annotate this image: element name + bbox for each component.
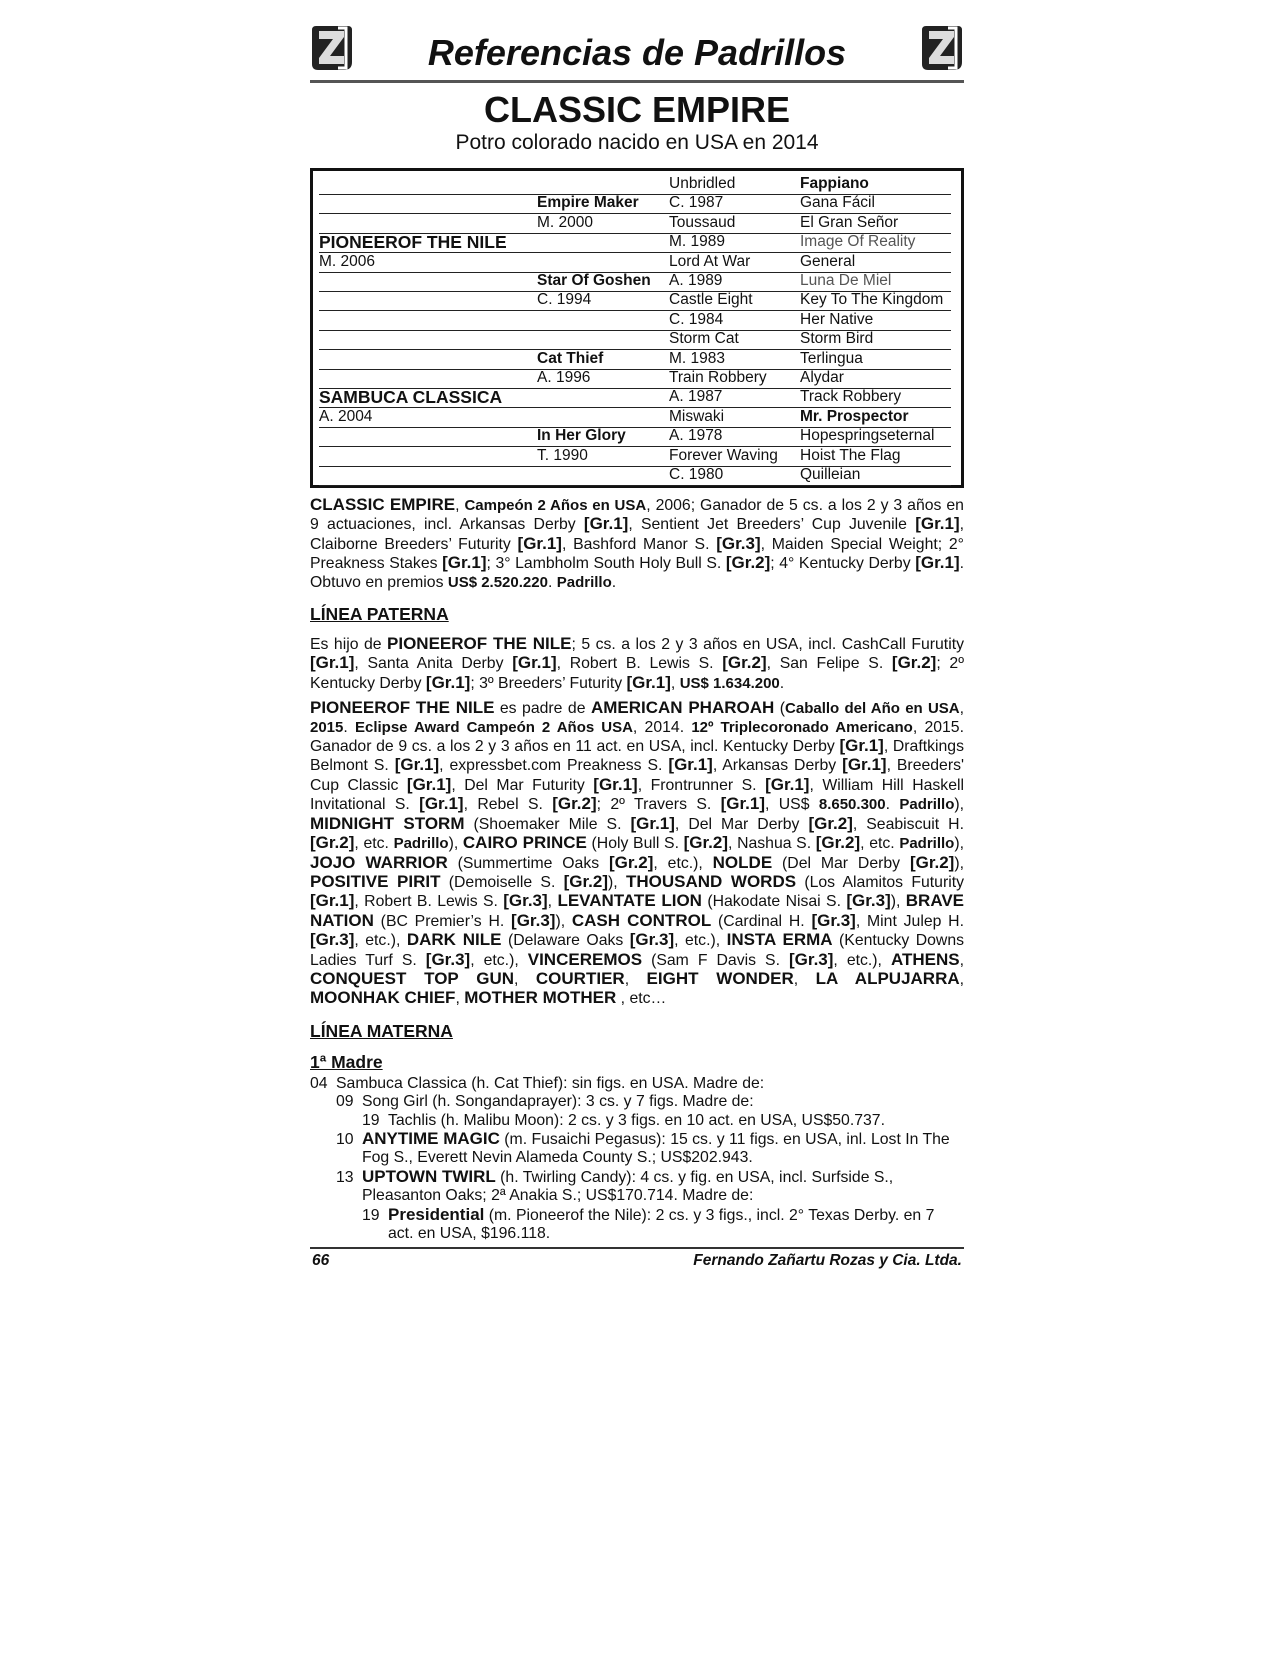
pedigree-cell: Storm Cat [669, 330, 739, 348]
text: , Maiden Special Weight; 2° Preakness Stakes [310, 535, 964, 573]
pedigree-cell: Fappiano [800, 175, 869, 192]
pedigree-cell: M. 2006 [319, 252, 376, 270]
pedigree-cell: Storm Bird [800, 330, 874, 348]
text: , etc.), [674, 932, 727, 950]
page-title: Referencias de Padrillos [427, 32, 847, 73]
pedigree-cell: PIONEEROF THE NILE [319, 232, 507, 253]
brand-logo-icon [920, 24, 964, 72]
section-heading-materna: LÍNEA MATERNA [310, 1020, 453, 1041]
text: , Del Mar Futurity [451, 776, 594, 794]
grade-tag: [Gr.2] [815, 833, 861, 853]
progeny-name: CONQUEST TOP GUN [310, 968, 515, 988]
text: , Robert B. Lewis S. [354, 893, 504, 911]
text: , Breeders' Cup Classic [310, 757, 965, 794]
pedigree-row [319, 175, 951, 195]
pedigree-row [319, 214, 951, 234]
grade-tag: [Gr.3] [310, 930, 355, 950]
text: ), [608, 873, 626, 891]
text: , Draftkings Belmont S. [310, 738, 964, 775]
pedigree-cell: C. 1984 [669, 310, 724, 328]
grade-tag: [Gr.1] [630, 813, 675, 833]
entry-text: Tachlis (h. Malibu Moon): 2 cs. y 3 figs. en 10 act. en USA, US$50.737. [388, 1111, 885, 1129]
horse-name-inline: CLASSIC EMPIRE [310, 495, 456, 514]
entry-year: 04 [310, 1074, 328, 1092]
progeny-name: POSITIVE PIRIT [310, 871, 441, 891]
progeny-name: DARK NILE [406, 930, 502, 950]
grade-tag: [Gr.2] [552, 794, 597, 814]
grade-tag: [Gr.3] [811, 910, 856, 930]
progeny-name: MIDNIGHT STORM [310, 813, 465, 833]
pedigree-cell: Empire Maker [537, 194, 639, 212]
family-entry [310, 1130, 964, 1168]
text: , Rebel S. [463, 796, 553, 814]
text: , etc. [354, 835, 394, 853]
pedigree-row [319, 330, 951, 350]
grade-tag: [Gr.1] [442, 553, 487, 573]
family-entry [310, 1093, 964, 1111]
text: , 2014. [632, 718, 692, 736]
award-title: Eclipse Award Campeón 2 Años USA [355, 718, 633, 736]
text: , [624, 970, 647, 988]
header-divider [310, 80, 964, 83]
pedigree-cell: Luna De Miel [800, 272, 892, 289]
grade-tag: [Gr.1] [842, 755, 887, 775]
grade-tag: [Gr.1] [765, 774, 810, 794]
family-entry [310, 1168, 964, 1206]
text: , etc.), [833, 951, 891, 969]
progeny-name: UPTOWN TWIRL [362, 1166, 496, 1186]
grade-tag: [Gr.1] [425, 672, 471, 692]
progeny-name: THOUSAND WORDS [625, 871, 797, 891]
text: , William Hill Haskell Invitational S. [310, 776, 964, 814]
progeny-name: LA ALPUJARRA [815, 968, 960, 988]
text: (Holy Bull S. [586, 835, 684, 853]
pedigree-cell: El Gran Señor [800, 213, 899, 231]
entry-year: 19 [362, 1206, 380, 1224]
text: , Claiborne Breeders’ Futurity [310, 516, 964, 553]
text: , etc.), [470, 951, 528, 969]
earnings: US$ 2.520.220 [447, 573, 548, 591]
grade-tag: [Gr.1] [512, 653, 557, 673]
entry-year: 09 [336, 1093, 354, 1111]
text: ( [774, 700, 786, 718]
pedigree-cell: M. 2000 [537, 213, 594, 231]
company-name: Fernando Zañartu Rozas y Cia. Ltda. [693, 1252, 962, 1269]
grade-tag: [Gr.3] [503, 891, 548, 911]
female-family [310, 1075, 964, 1244]
progeny-name: VINCEREMOS [527, 949, 643, 969]
pedigree-cell: Key To The Kingdom [800, 291, 944, 309]
text: , 2006; Ganador de 5 cs. a los 2 y 3 años en 9 actuaciones, incl. Arkansas Derby [310, 497, 964, 534]
pedigree-cell: Terlingua [800, 349, 863, 367]
text: . [611, 573, 617, 591]
entry-text: Song Girl (h. Songandaprayer): 3 cs. y 7 figs. Madre de: [362, 1093, 754, 1111]
pedigree-row [319, 291, 951, 311]
text: (Kentucky Downs Ladies Turf S. [310, 932, 965, 969]
text: ; 3° Lambholm South Holy Bull S. [486, 555, 726, 573]
text: (BC Premier’s H. [373, 912, 512, 930]
pedigree-row [319, 253, 951, 273]
text: , Santa Anita Derby [354, 655, 513, 673]
pedigree-cell: Forever Waving [669, 446, 778, 464]
grade-tag: [Gr.1] [626, 672, 671, 692]
grade-tag: [Gr.2] [563, 871, 609, 891]
progeny-name: MOONHAK CHIEF [310, 988, 456, 1008]
pedigree-table [310, 168, 964, 488]
pedigree-cell: Track Robbery [800, 388, 902, 406]
text: . [779, 674, 785, 692]
grade-tag: [Gr.2] [609, 852, 654, 872]
pedigree-cell: C. 1987 [669, 194, 724, 212]
grade-tag: [Gr.3] [511, 910, 556, 930]
pedigree-row [319, 427, 951, 447]
pedigree-cell: Lord At War [669, 252, 751, 270]
pedigree-cell: Hopespringseternal [800, 427, 935, 445]
first-dam-heading: 1ª Madre [310, 1051, 383, 1072]
entry-year: 10 [336, 1130, 354, 1148]
text: , Mint Julep H. [855, 912, 964, 930]
text: ), [555, 912, 572, 930]
grade-tag: [Gr.2] [725, 553, 771, 573]
text: , Nashua S. [728, 835, 816, 853]
grade-tag: [Gr.1] [517, 533, 562, 553]
pedigree-row [319, 350, 951, 370]
family-entry [310, 1206, 964, 1244]
text: , etc. [860, 835, 900, 853]
text: , Del Mar Derby [674, 815, 809, 833]
grade-tag: [Gr.1] [406, 774, 452, 794]
text: , [455, 990, 465, 1008]
earnings: 8.650.300 [818, 796, 886, 814]
progeny-name: LEVANTATE LION [557, 891, 702, 911]
grade-tag: [Gr.2] [808, 813, 853, 833]
text: ; 4° Kentucky Derby [770, 555, 916, 573]
award-title: Caballo del Año en USA [785, 700, 960, 718]
pedigree-row [319, 466, 951, 486]
grade-tag: [Gr.2] [310, 833, 355, 853]
pedigree-row [319, 194, 951, 214]
text: ), [954, 854, 964, 872]
progeny-name: COURTIER [535, 968, 625, 988]
text: , [547, 893, 558, 911]
pedigree-cell: Gana Fácil [800, 194, 875, 212]
pedigree-row [319, 311, 951, 331]
champion-title: Campeón 2 Años en USA [464, 497, 647, 514]
progeny-name: NOLDE [712, 852, 773, 872]
text: (Hakodate Nisai S. [701, 893, 847, 911]
pedigree-cell: A. 1987 [669, 388, 723, 406]
entry-text: (m. Fusaichi Pegasus): 15 cs. y 11 figs. en USA, inl. Lost In The Fog S., Everett Nevin Alameda County S.; US$202.943. [362, 1130, 950, 1167]
text: ; 2º Travers S. [596, 796, 721, 814]
pedigree-cell: A. 1978 [669, 427, 723, 445]
pedigree-row [319, 369, 951, 389]
stud-label: Padrillo [899, 835, 955, 853]
pedigree-row [319, 233, 951, 253]
pedigree-cell: Quilleian [800, 466, 861, 483]
progeny-name: ANYTIME MAGIC [362, 1128, 500, 1148]
text: (Demoiselle S. [440, 873, 564, 891]
pedigree-cell: Star Of Goshen [537, 272, 651, 289]
family-entry [310, 1075, 964, 1093]
stud-label: Padrillo [393, 835, 449, 853]
pedigree-cell: Image Of Reality [800, 233, 916, 251]
pedigree-cell: M. 1989 [669, 233, 726, 251]
grade-tag: [Gr.2] [683, 833, 729, 853]
text: ), [890, 893, 906, 911]
grade-tag: [Gr.1] [839, 736, 884, 756]
pedigree-cell: A. 2004 [319, 407, 373, 425]
pedigree-cell: Toussaud [669, 213, 736, 231]
pedigree-cell: A. 1996 [537, 369, 591, 386]
sire-name: PIONEEROF THE NILE [310, 698, 495, 718]
horse-name: CLASSIC EMPIRE [483, 89, 791, 130]
pedigree-cell: Miswaki [669, 407, 725, 425]
pedigree-cell: Cat Thief [537, 349, 604, 367]
text: (Sam F Davis S. [642, 951, 790, 969]
progeny-name: BRAVE NATION [310, 891, 965, 930]
footer-divider [310, 1247, 964, 1249]
text: , expressbet.com Preakness S. [439, 757, 669, 775]
pedigree-cell: SAMBUCA CLASSICA [319, 387, 503, 408]
pedigree-row [319, 447, 951, 467]
earnings: US$ 1.634.200 [679, 674, 780, 692]
text: ), [448, 835, 463, 853]
text: , [959, 700, 965, 718]
pedigree-cell: Train Robbery [669, 369, 767, 386]
text: , Frontrunner S. [637, 776, 766, 794]
pedigree-cell: T. 1990 [537, 446, 588, 464]
text: (Los Alamitos Futurity [796, 873, 964, 891]
text: es padre de [494, 700, 591, 718]
text: (Cardinal H. [711, 912, 812, 930]
stud-label: Padrillo [899, 796, 955, 814]
text: , Sentient Jet Breeders’ Cup Juvenile [628, 516, 916, 534]
page [310, 18, 964, 1243]
progeny-name: MOTHER MOTHER [464, 988, 617, 1008]
pedigree-cell: C. 1994 [537, 291, 592, 309]
page-number: 66 [312, 1252, 330, 1269]
pedigree-cell: General [800, 252, 856, 270]
text: ; 5 cs. a los 2 y 3 años en USA, incl. CashCall Furutity [571, 636, 964, 654]
grade-tag: [Gr.3] [629, 930, 675, 950]
grade-tag: [Gr.1] [394, 755, 440, 775]
text: (Summertime Oaks [447, 854, 609, 872]
section-heading-paterna: LÍNEA PATERNA [310, 604, 449, 625]
progeny-name: Presidential [388, 1204, 485, 1224]
text: . [547, 573, 557, 591]
entry-text: Sambuca Classica (h. Cat Thief): sin figs. en USA. Madre de: [336, 1074, 765, 1092]
grade-tag: [Gr.2] [891, 653, 937, 673]
grade-tag: [Gr.1] [720, 794, 766, 814]
progeny-paragraph [310, 699, 964, 1009]
text: , etc… [616, 990, 667, 1008]
progeny-name: EIGHT WONDER [646, 968, 794, 988]
grade-tag: [Gr.1] [419, 794, 464, 814]
pedigree-cell: Her Native [800, 310, 874, 328]
progeny-name: AMERICAN PHAROAH [590, 698, 775, 718]
pedigree-cell: In Her Glory [537, 427, 626, 445]
text: (Del Mar Derby [772, 854, 910, 872]
pedigree-cell: Unbridled [669, 175, 736, 192]
page-header [310, 18, 964, 82]
text: . Obtuvo en premios [310, 555, 964, 591]
pedigree-row [319, 408, 951, 428]
grade-tag: [Gr.3] [789, 949, 834, 969]
progeny-name: ATHENS [890, 949, 960, 969]
progeny-name: CASH CONTROL [571, 910, 712, 930]
text: , etc.), [653, 854, 713, 872]
text: , US$ [765, 796, 819, 814]
text: . [885, 796, 900, 814]
entry-year: 13 [336, 1168, 354, 1186]
text: , [959, 970, 965, 988]
grade-tag: [Gr.3] [425, 949, 471, 969]
text: , [670, 674, 680, 692]
text: (Delaware Oaks [501, 932, 630, 950]
pedigree-cell: A. 1989 [669, 272, 723, 289]
text: , [514, 970, 536, 988]
pedigree-row [319, 388, 951, 408]
progeny-name: INSTA ERMA [726, 930, 833, 950]
family-entry [310, 1112, 964, 1130]
text: , etc.), [354, 932, 407, 950]
text: , 2015. Ganador de 9 cs. a los 2 y 3 años en 11 act. en USA, incl. Kentucky Derby [310, 718, 964, 756]
pedigree-cell: M. 1983 [669, 349, 726, 367]
text: , [793, 970, 816, 988]
horse-subtitle: Potro colorado nacido en USA en 2014 [455, 131, 819, 154]
text: ; 2º Kentucky Derby [310, 655, 964, 692]
pedigree-cell: Hoist The Flag [800, 446, 901, 464]
text: (Shoemaker Mile S. [464, 815, 631, 833]
sire-paragraph [310, 635, 964, 693]
grade-tag: [Gr.1] [915, 553, 960, 573]
grade-tag: [Gr.3] [716, 533, 761, 553]
sire-name: PIONEEROF THE NILE [387, 634, 572, 654]
grade-tag: [Gr.1] [668, 755, 713, 775]
grade-tag: [Gr.2] [909, 852, 955, 872]
grade-tag: [Gr.1] [310, 891, 355, 911]
stud-label: Padrillo [556, 573, 612, 591]
pedigree-cell: Mr. Prospector [800, 407, 909, 425]
grade-tag: [Gr.3] [846, 891, 891, 911]
entry-text: (m. Pioneerof the Nile): 2 cs. y 3 figs., incl. 2° Texas Derby. en 7 act. en USA, $196.118. [388, 1206, 935, 1242]
text: , Seabiscuit H. [852, 815, 964, 833]
grade-tag: [Gr.1] [593, 774, 638, 794]
text: Es hijo de [310, 636, 388, 654]
text: , Robert B. Lewis S. [556, 655, 723, 673]
grade-tag: [Gr.2] [722, 653, 767, 673]
text: ; 3º Breeders’ Futurity [470, 674, 627, 692]
text: ), [954, 835, 964, 853]
pedigree-row [319, 272, 951, 292]
grade-tag: [Gr.1] [915, 514, 960, 534]
progeny-name: JOJO WARRIOR [310, 852, 448, 872]
text: , Arkansas Derby [712, 757, 843, 775]
entry-text: (h. Twirling Candy): 4 cs. y fig. en USA, incl. Surfside S., Pleasanton Oaks; 2ª Anakia S.; US$170.714. Madre de: [362, 1168, 894, 1205]
pedigree-cell: Castle Eight [669, 291, 753, 309]
pedigree-cell: C. 1980 [669, 466, 724, 483]
grade-tag: [Gr.1] [310, 653, 355, 673]
text: ), [954, 796, 965, 814]
award-title: 12º Triplecoronado Americano [691, 718, 913, 736]
text: , Bashford Manor S. [561, 535, 717, 553]
grade-tag: [Gr.1] [583, 514, 629, 534]
text: , [959, 951, 965, 969]
pedigree-cell: Alydar [800, 369, 844, 386]
award-year: 2015 [310, 718, 344, 736]
entry-year: 19 [362, 1111, 380, 1129]
text: , San Felipe S. [766, 655, 892, 673]
progeny-name: CAIRO PRINCE [462, 833, 587, 853]
text: . [343, 718, 355, 736]
summary-paragraph: CLASSIC EMPIRE, Campeón 2 Años en USA, 2006; Ganador de 5 cs. a los 2 y 3 años en 9 actuaciones, incl. Arkansas Derby [Gr.1], Sentient Jet Breeders’ Cup Juvenile [Gr.1], Claiborne Breeders’ Futurity [Gr.1], Bashford Manor S. [Gr.3], Maiden Special Weight; 2° Preakness Stakes [Gr.1]; 3° Lambholm South Holy Bull S. [Gr.2]; 4° Kentucky Derby [Gr.1]. Obtuvo en premios US$ 2.520.220. Padrillo. [310, 495, 964, 591]
